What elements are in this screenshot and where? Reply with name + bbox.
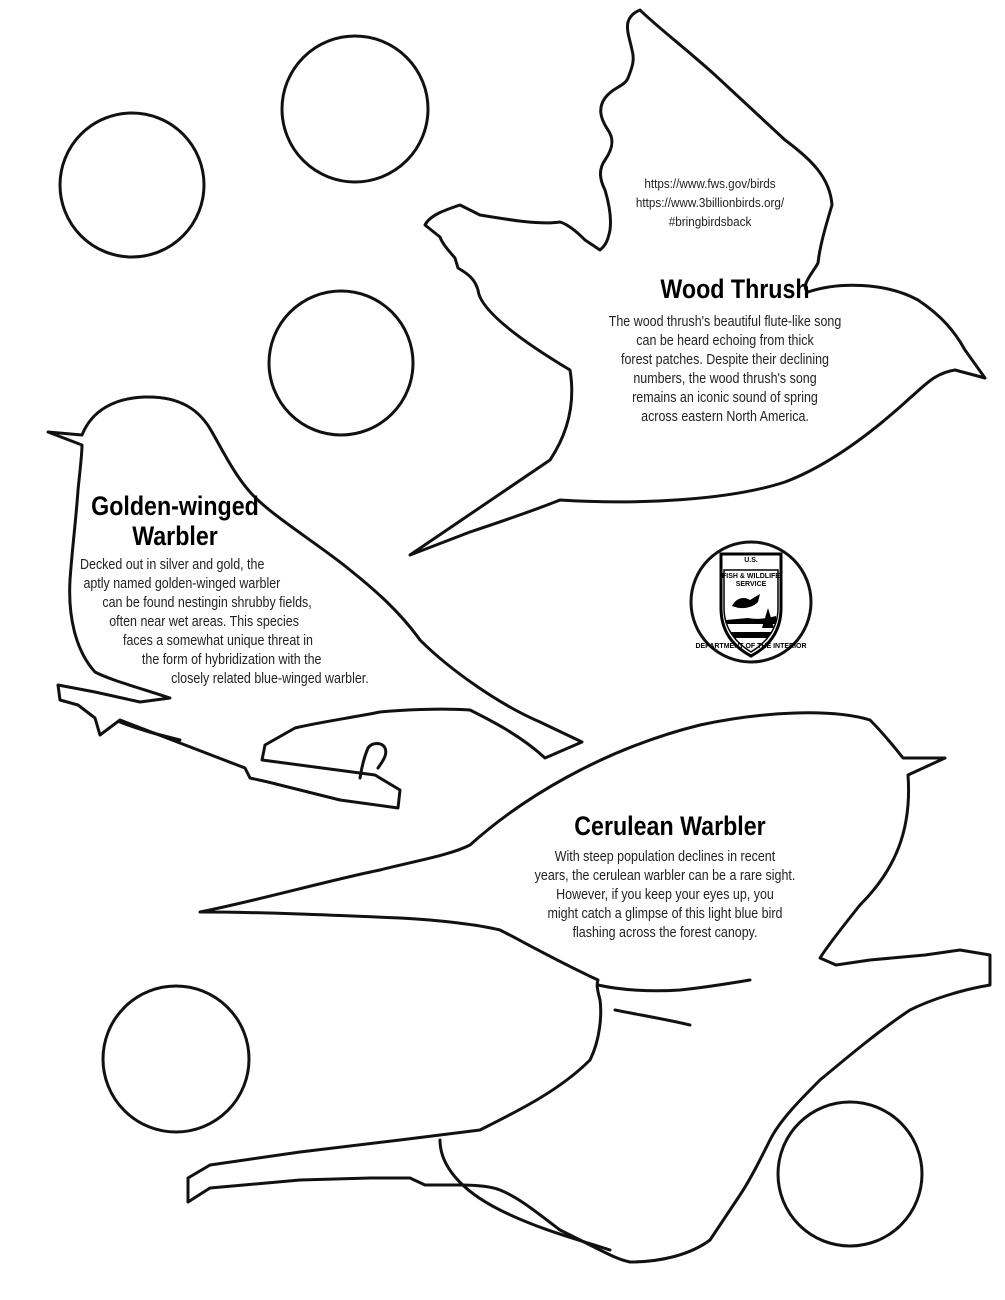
golden-winged-line: can be found nestingin shrubby fields,	[102, 595, 312, 611]
circle-cutout-icon	[60, 113, 204, 257]
logo-top-text: U.S.	[744, 557, 758, 564]
wood-thrush-line: The wood thrush's beautiful flute-like song	[608, 314, 842, 330]
golden-winged-line: closely related blue-winged warbler.	[171, 671, 369, 687]
golden-winged-title-line2: Warbler	[132, 521, 218, 551]
cerulean-line: With steep population declines in recent	[554, 849, 776, 865]
golden-winged-line: faces a somewhat unique threat in	[123, 633, 313, 649]
golden-winged-warbler-title	[76, 491, 274, 551]
golden-winged-warbler-description	[80, 556, 372, 689]
logo-name-line2: SERVICE	[735, 581, 767, 588]
wood-thrush-line: forest patches. Despite their declining	[621, 352, 829, 368]
cerulean-line: However, if you keep your eyes up, you	[556, 887, 774, 903]
wood-thrush-line: numbers, the wood thrush's song	[633, 371, 817, 387]
hashtag: #bringbirdsback	[668, 214, 752, 229]
cerulean-line: years, the cerulean warbler can be a rare sight.	[534, 868, 796, 884]
circle-cutout-icon	[778, 1102, 922, 1246]
wood-thrush-line: across eastern North America.	[641, 409, 809, 425]
logo-name-line1: FISH & WILDLIFE	[722, 573, 780, 580]
wood-thrush-line: remains an iconic sound of spring	[632, 390, 818, 406]
link-3billionbirds[interactable]: https://www.3billionbirds.org/	[635, 195, 785, 210]
resource-links	[589, 174, 832, 231]
wood-thrush-line: can be heard echoing from thick	[636, 333, 814, 349]
link-fws-birds[interactable]: https://www.fws.gov/birds	[644, 176, 776, 191]
golden-winged-line: the form of hybridization with the	[141, 652, 322, 668]
fws-shield-logo-icon	[688, 536, 814, 668]
circle-cutout-icon	[103, 986, 249, 1132]
golden-winged-title-line1: Golden-winged	[91, 491, 259, 521]
golden-winged-line: aptly named golden-winged warbler	[83, 576, 281, 592]
cerulean-warbler-title: Cerulean Warbler	[574, 811, 766, 841]
circle-cutout-icon	[282, 36, 428, 182]
wood-thrush-description	[583, 313, 867, 427]
golden-winged-line: often near wet areas. This species	[109, 614, 299, 630]
golden-winged-line: Decked out in silver and gold, the	[80, 557, 265, 573]
circle-cutout-icon	[269, 291, 413, 435]
wood-thrush-title: Wood Thrush	[660, 274, 810, 304]
cerulean-line: might catch a glimpse of this light blue bird	[547, 906, 783, 922]
cerulean-line: flashing across the forest canopy.	[572, 925, 758, 941]
cerulean-warbler-description	[497, 848, 832, 943]
logo-bottom-text: DEPARTMENT OF THE INTERIOR	[695, 643, 807, 650]
